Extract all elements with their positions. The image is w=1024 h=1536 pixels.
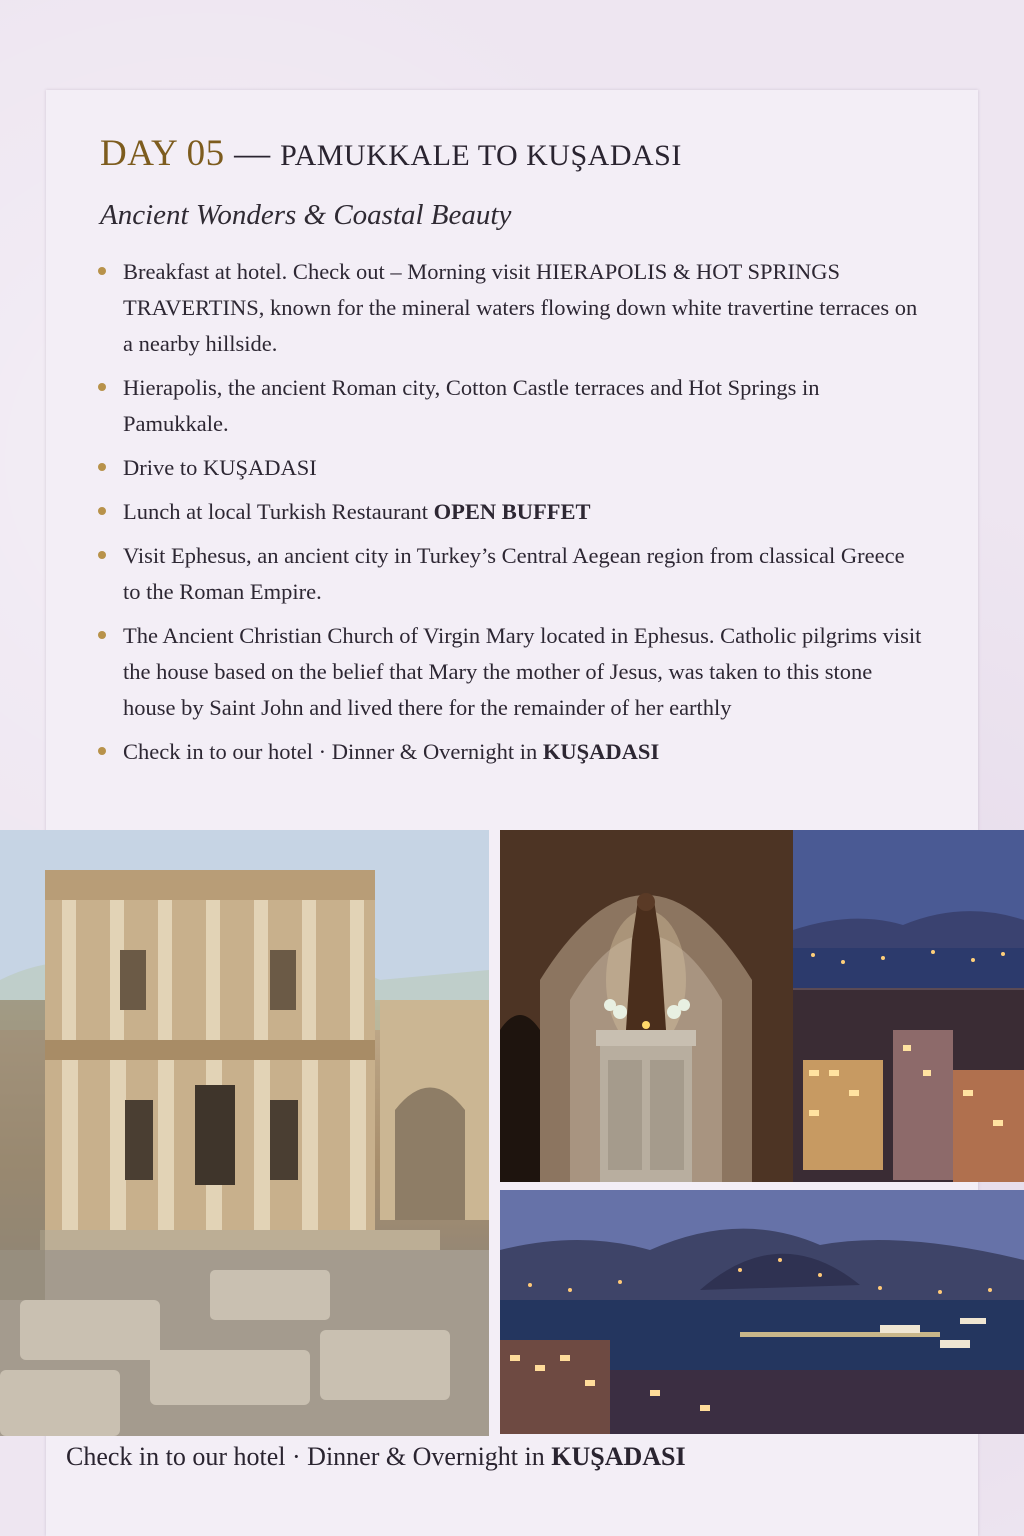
bullet-icon <box>98 463 106 471</box>
virgin-mary-church-photo <box>500 830 793 1182</box>
list-item <box>96 370 926 442</box>
route-title: PAMUKKALE TO KUŞADASI <box>280 139 682 172</box>
bullet-icon <box>98 267 106 275</box>
list-item <box>96 538 926 610</box>
list-item <box>96 494 926 530</box>
itinerary-list <box>96 254 926 778</box>
item-text: Lunch at local Turkish Restaurant <box>123 499 434 524</box>
footer-text: Check in to our hotel · Dinner & Overnight in <box>66 1442 552 1471</box>
bullet-icon <box>98 747 106 755</box>
item-text: Check in to our hotel · Dinner & Overnight in <box>123 739 543 764</box>
footer-line <box>66 1442 686 1472</box>
list-item <box>96 618 926 726</box>
kusadasi-harbour-photo <box>500 1190 1024 1434</box>
day-number: DAY 05 <box>100 133 225 174</box>
bullet-icon <box>98 507 106 515</box>
bullet-icon <box>98 631 106 639</box>
ephesus-library-illustration <box>0 830 489 1436</box>
day-subtitle: Ancient Wonders & Coastal Beauty <box>100 199 512 231</box>
item-text: Breakfast at hotel. Check out – Morning visit HIERAPOLIS & HOT SPRINGS TRAVERTINS, known for the mineral waters flowing down white travertine terraces on a nearby hillside. <box>123 259 918 356</box>
item-text: Hierapolis, the ancient Roman city, Cotton Castle terraces and Hot Springs in Pamukkale. <box>123 375 820 436</box>
night-city-illustration <box>793 830 1024 1182</box>
item-text: Visit Ephesus, an ancient city in Turkey’s Central Aegean region from classical Greece to the Roman Empire. <box>123 543 905 604</box>
item-text: Drive to KUŞADASI <box>123 455 317 480</box>
bullet-icon <box>98 551 106 559</box>
ephesus-library-photo <box>0 830 489 1436</box>
day-heading <box>100 132 682 175</box>
list-item <box>96 254 926 362</box>
church-grotto-illustration <box>500 830 793 1182</box>
item-bold-text: OPEN BUFFET <box>433 499 591 524</box>
item-bold-text: KUŞADASI <box>542 739 660 764</box>
bullet-icon <box>98 383 106 391</box>
kusadasi-night-photo <box>793 830 1024 1182</box>
harbour-illustration <box>500 1190 1024 1434</box>
item-text: The Ancient Christian Church of Virgin Mary located in Ephesus. Catholic pilgrims visit the house based on the belief that Mary the mother of Jesus, was taken to this stone house by Saint John and lived there for the remainder of her earthly <box>123 623 922 720</box>
list-item <box>96 450 926 486</box>
list-item <box>96 734 926 770</box>
heading-dash: — <box>234 133 271 173</box>
footer-bold-text: KUŞADASI <box>551 1442 686 1471</box>
